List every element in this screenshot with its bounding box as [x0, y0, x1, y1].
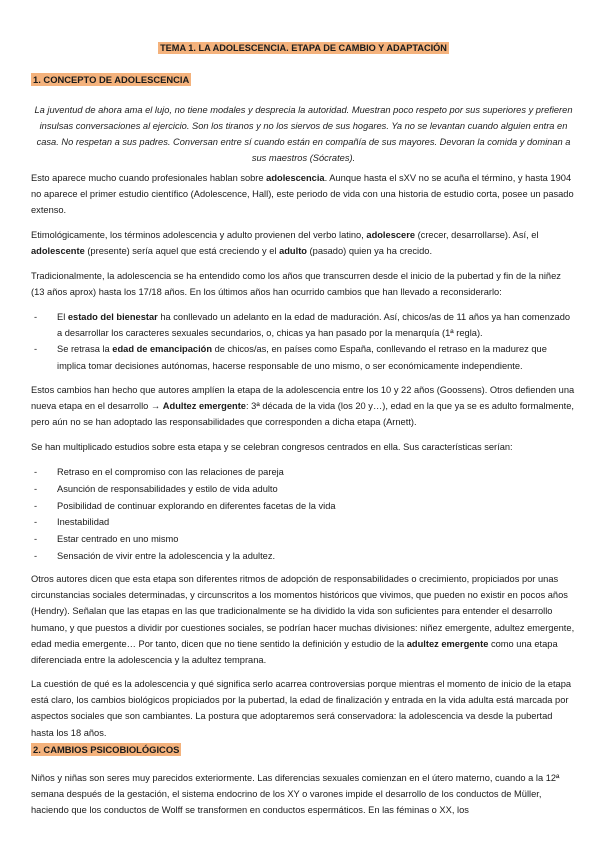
paragraph-2: Etimológicamente, los términos adolescencia y adulto provienen del verbo latino, adolescere (crecer, desarrollarse). Así, el adolescente (presente) sería aquel que está creciendo y el adulto (pasado) quien ya ha crecido.	[31, 230, 539, 257]
paragraph-5: Se han multiplicado estudios sobre esta etapa y se celebran congresos centrados en ella. Sus características serían:	[31, 442, 513, 452]
paragraph-1: Esto aparece mucho cuando profesionales hablan sobre adolescencia. Aunque hasta el sXV no se acuña el término, y hasta 1904 no aparece el primer estudio científico (Adolescence, Hall), este periodo de vida con una historia de estudio corta, posee un pasado extenso.	[31, 173, 574, 216]
list-item: - Asunción de responsabilidades y estilo de vida adulto	[34, 483, 278, 494]
paragraph-7: La cuestión de qué es la adolescencia y qué significa serlo acarrea controversias porque mientras el momento de inicio de la etapa está claro, los cambios biológicos propiciados por la pubertad, la edad de finalización y entrada en la vida adulta está marcada por aspectos sociales que son cambiantes. La postura que adoptaremos será conservadora: la adolescencia va desde la pubertad hasta los 18 años.	[31, 679, 572, 738]
bullet-list-changes	[31, 309, 576, 374]
bullet-list-characteristics	[31, 464, 576, 565]
paragraph-3: Tradicionalmente, la adolescencia se ha entendido como los años que transcurren desde el inicio de la pubertad y fin de la niñez (13 años aprox) hasta los 17/18 años. En los últimos años han ocurrido cambios que han llevado a reconsiderarlo:	[31, 271, 561, 298]
list-item: - Se retrasa la edad de emancipación de chicos/as, en países como España, conllevando el retraso en la madurez que implica tomar decisiones autónomas, hacerse responsable de uno mismo, o ser económicamente independiente.	[34, 344, 547, 371]
section-heading-1: 1. CONCEPTO DE ADOLESCENCIA	[33, 74, 190, 85]
list-item: - Retraso en el compromiso con las relaciones de pareja	[34, 467, 284, 477]
section-heading-2: 2. CAMBIOS PSICOBIOLÓGICOS	[33, 744, 180, 755]
paragraph-6: Otros autores dicen que esta etapa son diferentes ritmos de adopción de responsabilidades o crecimiento, propiciados por unas circunstancias sociales determinadas, y circunscritos a los momentos históricos que vivimos, que pueden no existir en pocos años (Hendry). Señalan que las etapas en las que tradicionalmente se ha dividido la vida son suficientes para entender el desarrollo humano, y que puestos a dividir por cuestiones sociales, se podrían hacer muchas divisiones: niñez emergente, adultez emergente, edad media emergente… Por tanto, dicen que no tiene sentido la definición y estudio de la adultez emergente como una etapa diferenciada entre la adolescencia y la adultez temprana.	[31, 574, 575, 666]
title-text: TEMA 1. LA ADOLESCENCIA. ETAPA DE CAMBIO Y ADAPTACIÓN	[160, 43, 447, 53]
list-item: - Inestabilidad	[34, 517, 110, 528]
paragraph-4: Estos cambios han hecho que autores amplíen la etapa de la adolescencia entre los 10 y 22 años (Goossens). Otros defienden una nueva etapa en el desarrollo → Adultez emergente: 3ª década de la vida (los 20 y…), edad en la que ya se es adulto formalmente, pero aún no se han adoptado las responsabilidades que corresponden a dicha etapa (Arnett).	[31, 385, 575, 428]
list-item: - Sensación de vivir entre la adolescencia y la adultez.	[34, 550, 276, 561]
list-item: - Posibilidad de continuar explorando en diferentes facetas de la vida	[34, 500, 336, 511]
paragraph-8: Niños y niñas son seres muy parecidos exteriormente. Las diferencias sexuales comienzan en el útero materno, cuando a la 12ª semana después de la gestación, el sistema endocrino de los XY o varones impide el desarrollo de los conductos de Müller, haciendo que los conductos de Wolff se transformen en conductos espermáticos. En las féminas o XX, los	[31, 773, 560, 816]
list-item: - Estar centrado en uno mismo	[34, 534, 179, 545]
socrates-quote: La juventud de ahora ama el lujo, no tiene modales y desprecia la autoridad. Muestran poco respeto por sus superiores y prefieren insulsas conversaciones al ejercicio. Son los tiranos y no los siervos de sus hogares. Ya no se levantan cuando alguien entra en casa. No respetan a sus padres. Conversan entre sí cuando están en compañía de sus mayores. Devoran la comida y dominan a sus maestros (Sócrates).	[34, 105, 573, 163]
list-item: - El estado del bienestar ha conllevado un adelanto en la edad de maduración. Así, chicos/as de 11 años ya han comenzado a desarrollar los caracteres sexuales secundarios, o, chicas ya han pasado por la menarquía (1ª regla).	[34, 312, 571, 339]
page-title	[31, 43, 576, 53]
